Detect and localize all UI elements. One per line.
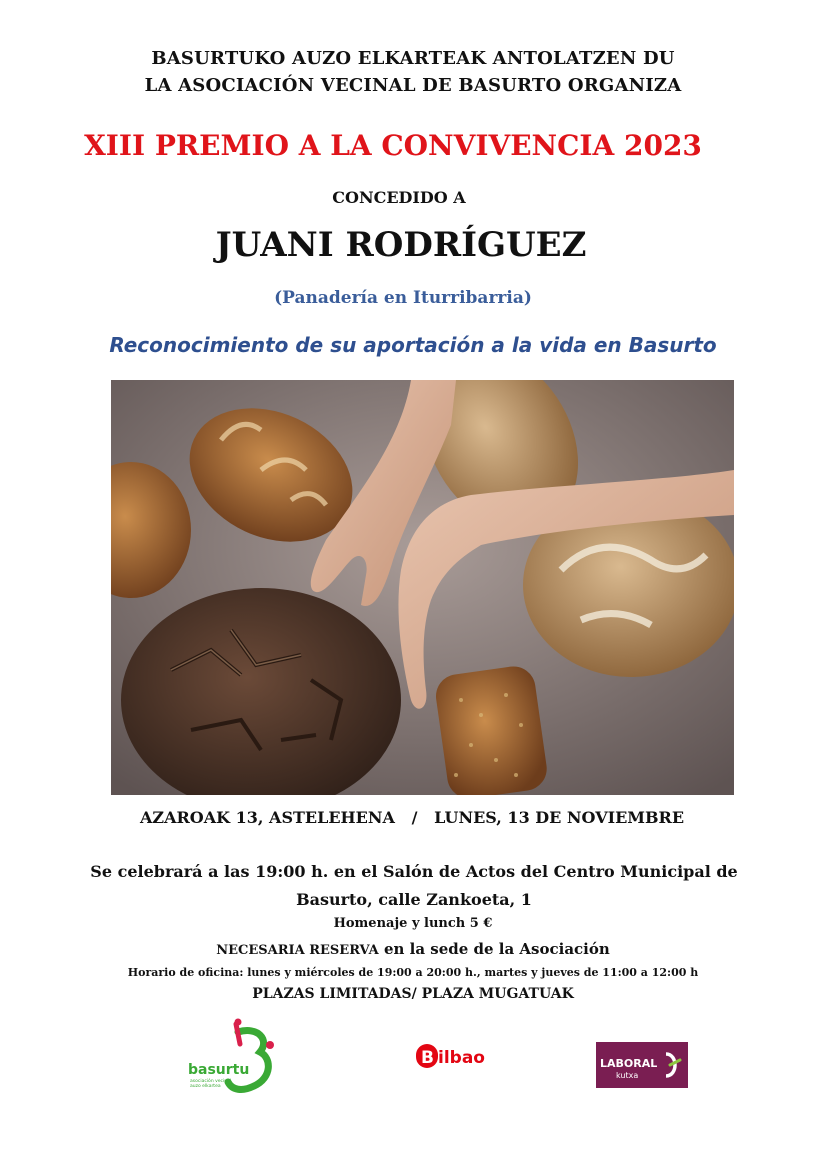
limited-seats: PLAZAS LIMITADAS/ PLAZA MUGATUAK [252, 986, 574, 1002]
laboral-logo-line1: LABORAL [600, 1057, 658, 1070]
basurtu-logo-tagline-1: asociación vecinal [190, 1079, 232, 1084]
basurtu-logo-name: basurtu [188, 1062, 250, 1078]
organizer-basque: BASURTUKO AUZO ELKARTEAK ANTOLATZEN DU [151, 48, 675, 69]
reservation-rest: en la sede de la Asociación [378, 940, 610, 958]
laboral-kutxa-logo [596, 1042, 688, 1088]
svg-text:B: B [421, 1048, 434, 1068]
basurtu-logo [188, 1018, 278, 1096]
recipient-name: JUANI RODRÍGUEZ [215, 225, 587, 265]
office-hours: Horario de oficina: lunes y miércoles de 19:00 a 20:00 h., martes y jueves de 11:00 a 12:00 h [127, 966, 699, 979]
reservation-note [0, 940, 826, 958]
reservation-caps: NECESARIA RESERVA [216, 943, 379, 958]
laboral-logo-line2: kutxa [616, 1071, 639, 1080]
bilbao-logo [416, 1040, 492, 1072]
lunch-price: Homenaje y lunch 5 € [333, 916, 493, 931]
organizer-spanish: LA ASOCIACIÓN VECINAL DE BASURTO ORGANIZA [144, 75, 682, 96]
bilbao-logo-text: ilbao [438, 1048, 485, 1068]
recognition-text: Reconocimiento de su aportación a la vida en Basurto [109, 333, 717, 357]
bread-photo [111, 380, 734, 795]
event-date: AZAROAK 13, ASTELEHENA / LUNES, 13 DE NOVIEMBRE [139, 808, 685, 827]
granted-to-label: CONCEDIDO A [332, 188, 466, 207]
award-title: XIII PREMIO A LA CONVIVENCIA 2023 [84, 129, 702, 162]
basurtu-logo-tagline-2: auzo elkartea [190, 1084, 221, 1089]
venue-line-1: Se celebrará a las 19:00 h. en el Salón de Actos del Centro Municipal de [90, 862, 738, 881]
recipient-business: (Panadería en Iturribarria) [274, 288, 532, 308]
venue-line-2: Basurto, calle Zankoeta, 1 [296, 890, 532, 909]
